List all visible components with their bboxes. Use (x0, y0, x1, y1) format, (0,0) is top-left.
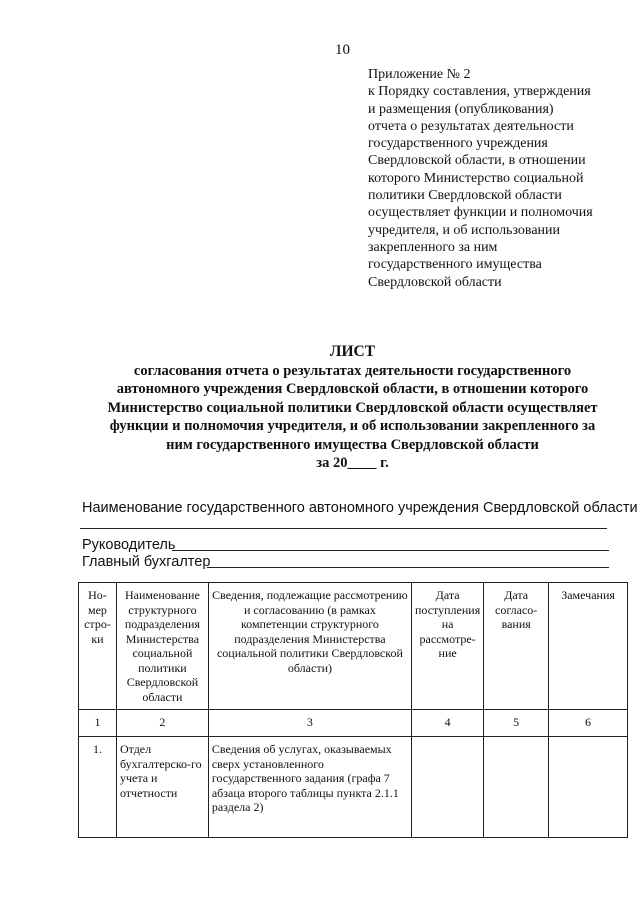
title-line: функции и полномочия учредителя, и об использовании закрепленного за (109, 418, 596, 434)
appendix-line: учредителя, и об использовании (368, 222, 561, 238)
accountant-label: Главный бухгалтер (82, 554, 211, 570)
head-signature-line (172, 550, 609, 551)
table-header-row (79, 583, 628, 710)
appendix-line: Свердловской области, в отношении (368, 153, 586, 169)
column-number: 3 (208, 710, 411, 737)
appendix-line: и размещения (опубликования) (368, 101, 554, 117)
title-line: согласования отчета о результатах деятельности государственного (133, 362, 572, 379)
appendix-line: к Порядку составления, утверждения (368, 84, 591, 100)
header-info: Сведения, подлежащие рассмотрению и согласованию (в рамках компетенции структурного подразделения Министерства социальной политики Свердловской области) (208, 583, 411, 710)
table-row (79, 737, 628, 838)
appendix-block (368, 66, 628, 291)
column-number: 5 (484, 710, 549, 737)
column-number: 6 (549, 710, 628, 737)
header-date-approved: Дата согласо-вания (484, 583, 549, 710)
row-info: Сведения об услугах, оказываемых сверх установленного государственного задания (графа 7 абзаца второго таблицы пункта 2.1.1 раздела 2) (208, 737, 411, 838)
approval-table (78, 582, 628, 838)
column-number: 2 (116, 710, 208, 737)
header-row-number: Но-мер стро-ки (79, 583, 117, 710)
appendix-line: отчета о результатах деятельности (368, 118, 574, 134)
page-number: 10 (335, 42, 350, 58)
institution-blank-line (80, 528, 607, 529)
appendix-line: закрепленного за ним (368, 239, 498, 255)
title-line: ним государственного имущества Свердловской области (166, 436, 539, 453)
column-number: 1 (79, 710, 117, 737)
title-line: автономного учреждения Свердловской области, в отношении которого (116, 381, 589, 397)
appendix-line: Свердловской области (368, 274, 502, 290)
row-date-received[interactable] (412, 737, 484, 838)
institution-label: Наименование государственного автономного учреждения Свердловской области (82, 500, 638, 516)
head-label: Руководитель (82, 537, 176, 553)
title-period: за 20____ г. (316, 455, 389, 471)
document-title (60, 343, 640, 473)
header-date-received: Дата поступления на рассмотре-ние (412, 583, 484, 710)
appendix-line: Приложение № 2 (368, 67, 471, 82)
title-heading: ЛИСТ (329, 343, 376, 360)
appendix-line: государственного учреждения (368, 136, 548, 152)
row-number: 1. (79, 737, 117, 838)
header-department: Наименование структурного подразделения Министерства социальной политики Свердловской области (116, 583, 208, 710)
column-number-row (79, 710, 628, 737)
header-remarks: Замечания (549, 583, 628, 710)
row-date-approved[interactable] (484, 737, 549, 838)
appendix-line: государственного имущества (368, 257, 542, 273)
appendix-line: политики Свердловской области (368, 188, 562, 204)
column-number: 4 (412, 710, 484, 737)
appendix-line: осуществляет функции и полномочия (368, 205, 593, 221)
appendix-line: которого Министерство социальной (368, 170, 584, 186)
row-department: Отдел бухгалтерско-го учета и отчетности (116, 737, 208, 838)
accountant-signature-line (207, 567, 609, 568)
row-remarks[interactable] (549, 737, 628, 838)
title-line: Министерство социальной политики Свердловской области осуществляет (107, 399, 598, 416)
